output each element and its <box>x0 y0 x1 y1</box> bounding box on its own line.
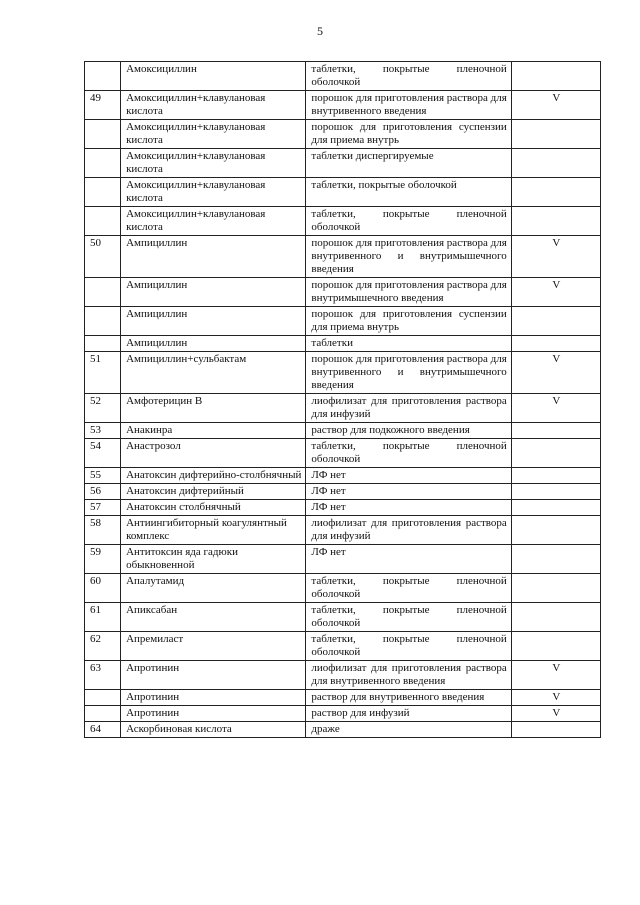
vital-flag <box>511 468 600 484</box>
table-row <box>85 236 601 278</box>
vital-flag <box>511 62 600 91</box>
dosage-form: ЛФ нет <box>306 484 511 500</box>
row-number <box>85 690 121 706</box>
table-row <box>85 484 601 500</box>
vital-flag <box>511 307 600 336</box>
vital-flag <box>511 603 600 632</box>
table-row <box>85 336 601 352</box>
row-number <box>85 207 121 236</box>
vital-flag <box>511 632 600 661</box>
row-number <box>85 336 121 352</box>
table-row <box>85 468 601 484</box>
row-number <box>85 62 121 91</box>
drug-name: Апротинин <box>121 690 306 706</box>
row-number: 55 <box>85 468 121 484</box>
table-row <box>85 722 601 738</box>
vital-flag: V <box>511 690 600 706</box>
table-row <box>85 307 601 336</box>
vital-flag <box>511 500 600 516</box>
drug-name: Амоксициллин+клавулановая кислота <box>121 178 306 207</box>
table-row <box>85 439 601 468</box>
dosage-form: ЛФ нет <box>306 545 511 574</box>
drug-name: Анакинра <box>121 423 306 439</box>
table-row <box>85 690 601 706</box>
vital-flag <box>511 149 600 178</box>
table-row <box>85 352 601 394</box>
row-number <box>85 149 121 178</box>
row-number: 59 <box>85 545 121 574</box>
drug-name: Апремиласт <box>121 632 306 661</box>
dosage-form: порошок для приготовления раствора для внутримышечного введения <box>306 278 511 307</box>
page-number: 5 <box>317 24 323 38</box>
dosage-form: таблетки, покрытые пленочной оболочкой <box>306 207 511 236</box>
dosage-form: таблетки, покрытые пленочной оболочкой <box>306 62 511 91</box>
dosage-form: порошок для приготовления раствора для внутривенного введения <box>306 91 511 120</box>
dosage-form: драже <box>306 722 511 738</box>
drug-name: Анатоксин дифтерийно-столбнячный <box>121 468 306 484</box>
row-number: 60 <box>85 574 121 603</box>
dosage-form: порошок для приготовления раствора для внутривенного и внутримышечного введения <box>306 352 511 394</box>
row-number: 50 <box>85 236 121 278</box>
vital-flag: V <box>511 91 600 120</box>
table-row <box>85 706 601 722</box>
dosage-form: таблетки, покрытые пленочной оболочкой <box>306 439 511 468</box>
vital-flag: V <box>511 278 600 307</box>
vital-flag: V <box>511 352 600 394</box>
drug-name: Анастрозол <box>121 439 306 468</box>
drug-name: Ампициллин <box>121 278 306 307</box>
drug-name: Амфотерицин В <box>121 394 306 423</box>
drug-table-body <box>85 62 601 738</box>
table-row <box>85 91 601 120</box>
vital-flag <box>511 574 600 603</box>
row-number: 51 <box>85 352 121 394</box>
vital-flag <box>511 423 600 439</box>
dosage-form: порошок для приготовления раствора для внутривенного и внутримышечного введения <box>306 236 511 278</box>
vital-flag: V <box>511 394 600 423</box>
dosage-form: порошок для приготовления суспензии для приема внутрь <box>306 120 511 149</box>
drug-name: Апиксабан <box>121 603 306 632</box>
dosage-form: таблетки, покрытые оболочкой <box>306 178 511 207</box>
table-row <box>85 120 601 149</box>
drug-name: Ампициллин+сульбактам <box>121 352 306 394</box>
dosage-form: таблетки, покрытые пленочной оболочкой <box>306 632 511 661</box>
row-number <box>85 178 121 207</box>
row-number: 54 <box>85 439 121 468</box>
dosage-form: лиофилизат для приготовления раствора для инфузий <box>306 516 511 545</box>
table-row <box>85 62 601 91</box>
table-row <box>85 574 601 603</box>
drug-name: Ампициллин <box>121 236 306 278</box>
table-row <box>85 178 601 207</box>
drug-name: Ампициллин <box>121 307 306 336</box>
table-row <box>85 394 601 423</box>
row-number: 61 <box>85 603 121 632</box>
drug-name: Амоксициллин+клавулановая кислота <box>121 207 306 236</box>
row-number: 56 <box>85 484 121 500</box>
dosage-form: таблетки диспергируемые <box>306 149 511 178</box>
dosage-form: ЛФ нет <box>306 500 511 516</box>
vital-flag <box>511 545 600 574</box>
vital-flag <box>511 516 600 545</box>
drug-name: Анатоксин столбнячный <box>121 500 306 516</box>
drug-name: Анатоксин дифтерийный <box>121 484 306 500</box>
table-row <box>85 500 601 516</box>
dosage-form: раствор для инфузий <box>306 706 511 722</box>
drug-name: Антитоксин яда гадюки обыкновенной <box>121 545 306 574</box>
dosage-form: порошок для приготовления суспензии для приема внутрь <box>306 307 511 336</box>
vital-flag <box>511 439 600 468</box>
row-number <box>85 706 121 722</box>
vital-flag <box>511 120 600 149</box>
dosage-form: раствор для подкожного введения <box>306 423 511 439</box>
table-row <box>85 632 601 661</box>
drug-name: Амоксициллин+клавулановая кислота <box>121 120 306 149</box>
dosage-form: лиофилизат для приготовления раствора для внутривенного введения <box>306 661 511 690</box>
row-number: 53 <box>85 423 121 439</box>
vital-flag: V <box>511 661 600 690</box>
drug-name: Аскорбиновая кислота <box>121 722 306 738</box>
row-number: 63 <box>85 661 121 690</box>
vital-flag <box>511 484 600 500</box>
drug-name: Амоксициллин <box>121 62 306 91</box>
vital-flag <box>511 178 600 207</box>
drug-name: Апалутамид <box>121 574 306 603</box>
row-number <box>85 120 121 149</box>
table-row <box>85 149 601 178</box>
vital-flag <box>511 207 600 236</box>
vital-flag: V <box>511 706 600 722</box>
dosage-form: лиофилизат для приготовления раствора для инфузий <box>306 394 511 423</box>
vital-flag <box>511 722 600 738</box>
dosage-form: таблетки <box>306 336 511 352</box>
table-row <box>85 516 601 545</box>
table-row <box>85 207 601 236</box>
table-row <box>85 603 601 632</box>
table-row <box>85 278 601 307</box>
drug-name: Амоксициллин+клавулановая кислота <box>121 91 306 120</box>
row-number <box>85 307 121 336</box>
drug-name: Апротинин <box>121 706 306 722</box>
dosage-form: таблетки, покрытые пленочной оболочкой <box>306 603 511 632</box>
drug-name: Ампициллин <box>121 336 306 352</box>
row-number <box>85 278 121 307</box>
table-row <box>85 545 601 574</box>
vital-flag <box>511 336 600 352</box>
row-number: 64 <box>85 722 121 738</box>
row-number: 58 <box>85 516 121 545</box>
drug-name: Амоксициллин+клавулановая кислота <box>121 149 306 178</box>
dosage-form: раствор для внутривенного введения <box>306 690 511 706</box>
dosage-form: ЛФ нет <box>306 468 511 484</box>
row-number: 57 <box>85 500 121 516</box>
row-number: 49 <box>85 91 121 120</box>
row-number: 52 <box>85 394 121 423</box>
table-row <box>85 661 601 690</box>
row-number: 62 <box>85 632 121 661</box>
drug-name: Антиингибиторный коагулянтный комплекс <box>121 516 306 545</box>
drug-table <box>84 61 601 738</box>
drug-name: Апротинин <box>121 661 306 690</box>
dosage-form: таблетки, покрытые пленочной оболочкой <box>306 574 511 603</box>
vital-flag: V <box>511 236 600 278</box>
table-row <box>85 423 601 439</box>
